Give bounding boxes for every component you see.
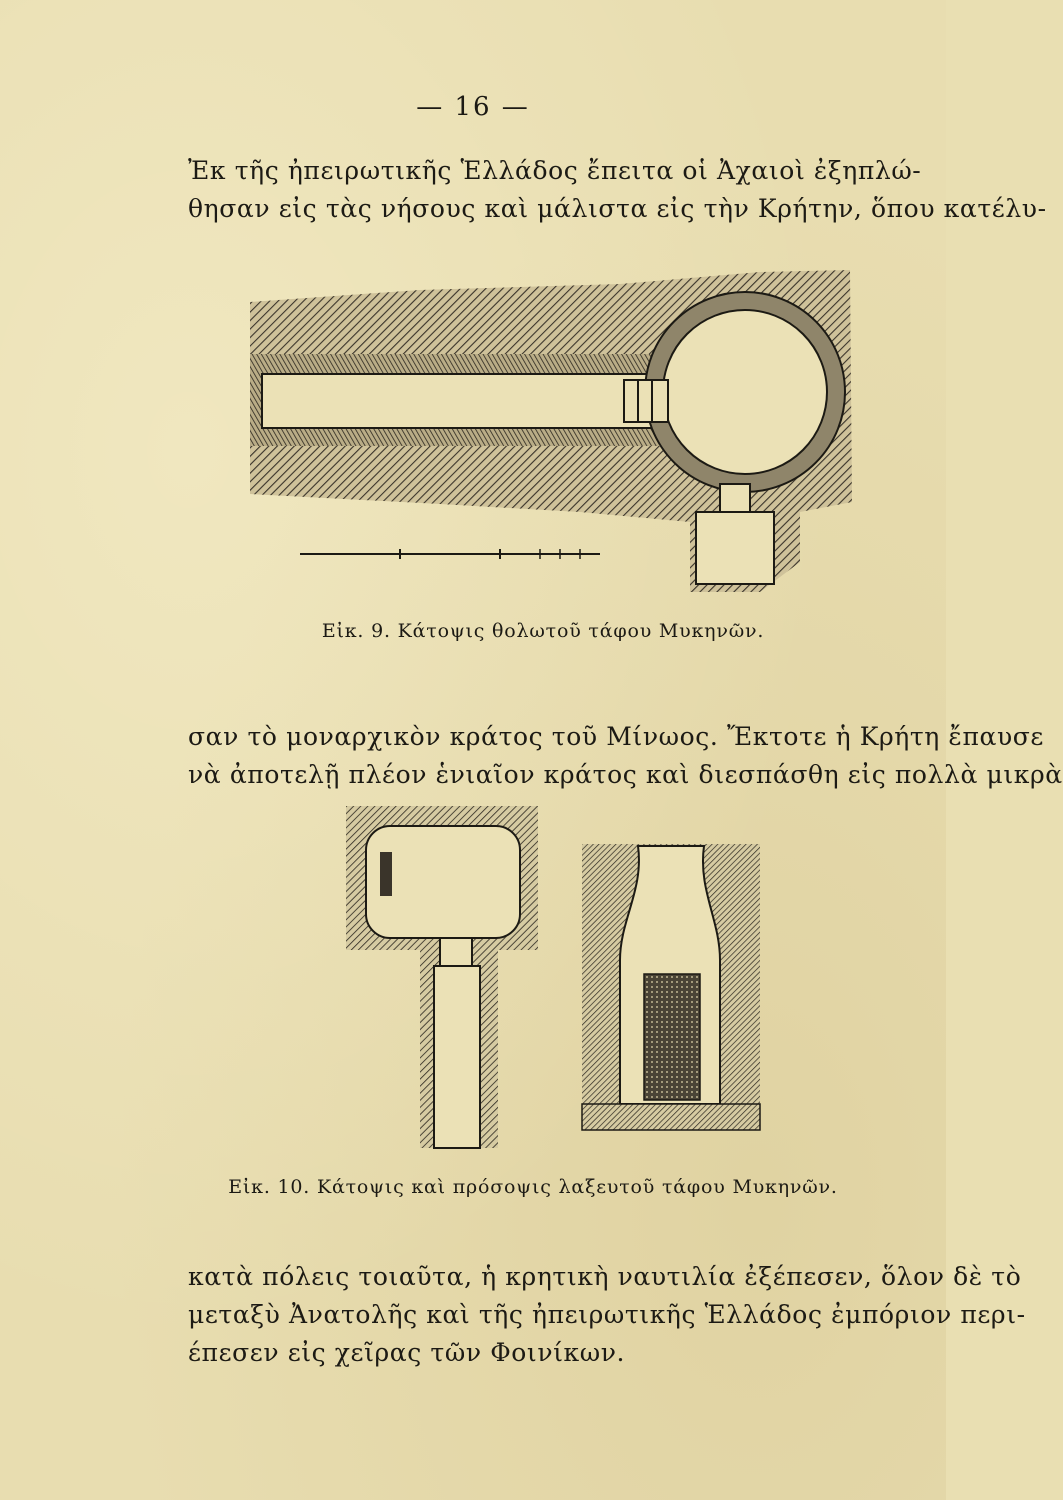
dromos	[434, 966, 480, 1148]
dromos-passage	[262, 374, 682, 428]
figure-10-rockcut-tomb-plan	[338, 800, 550, 1152]
paragraph-line: νὰ ἀποτελῇ πλέον ἑνιαῖον κράτος καὶ διεσπάσθη εἰς πολλὰ μικρὰ	[188, 760, 1063, 789]
figure-9-tholos-tomb-plan	[240, 262, 860, 592]
side-chamber	[696, 512, 774, 584]
paragraph-line: μεταξὺ Ἀνατολῆς καὶ τῆς ἠπειρωτικῆς Ἑλλάδος ἐμπόριον περι-	[188, 1300, 1026, 1329]
paragraph-line: έπεσεν εἰς χεῖρας τῶν Φοινίκων.	[188, 1338, 626, 1367]
doorway-blocking	[644, 974, 700, 1100]
figure-10-rockcut-tomb-facade	[580, 840, 762, 1132]
paragraph-3	[188, 1258, 1026, 1372]
figure-10-caption: Εἰκ. 10. Κάτοψις καὶ πρόσοψις λαξευτοῦ τάφου Μυκηνῶν.	[228, 1176, 838, 1198]
tholos-chamber	[663, 310, 827, 474]
paragraph-line: Ἐκ τῆς ἠπειρωτικῆς Ἑλλάδος ἔπειτα οἱ Ἀχαιοὶ ἐξηπλώ-	[188, 156, 922, 185]
paragraph-1	[188, 152, 1047, 228]
paragraph-line: κατὰ πόλεις τοιαῦτα, ἡ κρητικὴ ναυτιλία ἐξέπεσεν, ὅλον δὲ τὸ	[188, 1262, 1022, 1291]
side-passage	[720, 484, 750, 512]
figure-9-caption: Εἰκ. 9. Κάτοψις θολωτοῦ τάφου Μυκηνῶν.	[321, 620, 765, 642]
grave-mark	[380, 852, 392, 896]
paragraph-2	[188, 718, 1063, 794]
page-number: — 16 —	[416, 92, 530, 122]
paragraph-line: σαν τὸ μοναρχικὸν κράτος τοῦ Μίνωος. Ἔκτοτε ἡ Κρήτη ἔπαυσε	[188, 722, 1044, 751]
paragraph-line: θησαν εἰς τὰς νήσους καὶ μάλιστα εἰς τὴν Κρήτην, ὅπου κατέλυ-	[188, 194, 1047, 223]
stomion	[440, 938, 472, 966]
doorway	[624, 380, 668, 422]
